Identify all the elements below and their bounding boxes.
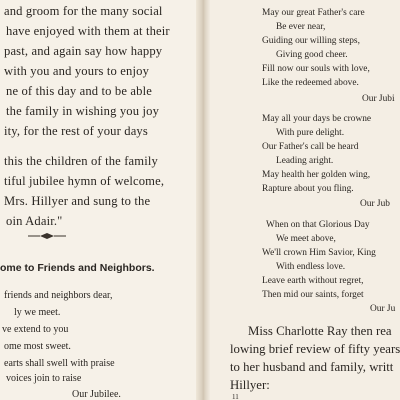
ornament-divider-icon xyxy=(28,232,66,240)
right-prose-line-1: Miss Charlotte Ray then rea xyxy=(248,324,392,338)
left-poem-line-3: ve extend to you xyxy=(2,324,69,335)
left-prose-line-3: past, and again say how happy xyxy=(4,44,163,58)
right-poem-line-17: Leave earth without regret, xyxy=(262,276,364,286)
right-prose-line-2: lowing brief review of fifty years xyxy=(230,342,400,356)
right-poem-line-3: Guiding our willing steps, xyxy=(262,36,360,46)
book-gutter xyxy=(196,0,210,400)
right-poem-line-16: With endless love. xyxy=(276,262,346,272)
left-poem-line-1: friends and neighbors dear, xyxy=(4,290,113,301)
left-prose-line-8: this the children of the family xyxy=(4,154,158,168)
right-poem-line-5: Fill now our souls with love, xyxy=(262,64,370,74)
page-number: 11 xyxy=(232,393,239,400)
right-poem-refrain-1: Our Jubi xyxy=(362,94,395,104)
right-poem-line-1: May our great Father's care xyxy=(262,8,365,18)
left-poem-line-2: ly we meet. xyxy=(14,307,61,318)
right-poem-line-2: Be ever near, xyxy=(276,22,326,32)
right-prose-line-3: to her husband and family, writt xyxy=(230,360,394,374)
left-prose-line-9: tiful jubilee hymn of welcome, xyxy=(4,174,165,188)
left-prose-line-7: ity, for the rest of your days xyxy=(4,124,148,138)
right-poem-line-10: Leading aright. xyxy=(276,156,334,166)
left-prose-line-6: the family in wishing you joy xyxy=(6,104,160,118)
right-poem-line-18: Then mid our saints, forget xyxy=(262,290,364,300)
right-poem-line-13: When on that Glorious Day xyxy=(266,220,370,230)
right-poem-line-14: We meet above, xyxy=(276,234,336,244)
left-prose-line-11: oin Adair." xyxy=(6,214,63,228)
right-poem-line-8: With pure delight. xyxy=(276,128,345,138)
left-poem-line-6: voices join to raise xyxy=(6,373,82,384)
right-poem-line-7: May all your days be crowne xyxy=(262,114,372,124)
right-poem-line-12: Rapture about you fling. xyxy=(262,184,354,194)
left-poem-line-4: ome most sweet. xyxy=(4,341,71,352)
right-page xyxy=(210,0,400,400)
poem-title: ome to Friends and Neighbors. xyxy=(0,262,155,274)
right-poem-line-9: Our Father's call be heard xyxy=(262,142,359,152)
left-prose-line-1: and groom for the many social xyxy=(4,4,163,18)
right-poem-refrain-3: Our Ju xyxy=(370,304,396,314)
right-poem-refrain-2: Our Jub xyxy=(360,199,390,209)
left-prose-line-4: with you and yours to enjoy xyxy=(4,64,150,78)
left-poem-line-5: earts shall swell with praise xyxy=(4,358,115,369)
left-prose-line-5: ne of this day and to be able xyxy=(6,84,152,98)
left-poem-refrain: Our Jubilee. xyxy=(72,389,121,400)
left-prose-line-2: have enjoyed with them at their xyxy=(6,24,170,38)
right-poem-line-6: Like the redeemed above. xyxy=(262,78,359,88)
right-poem-line-15: We'll crown Him Savior, King xyxy=(262,248,376,258)
right-poem-line-11: May health her golden wing, xyxy=(262,170,371,180)
right-prose-line-4: Hillyer: xyxy=(230,378,270,392)
left-prose-line-10: Mrs. Hillyer and sung to the xyxy=(4,194,151,208)
right-poem-line-4: Giving good cheer. xyxy=(276,50,348,60)
left-page xyxy=(0,0,196,400)
